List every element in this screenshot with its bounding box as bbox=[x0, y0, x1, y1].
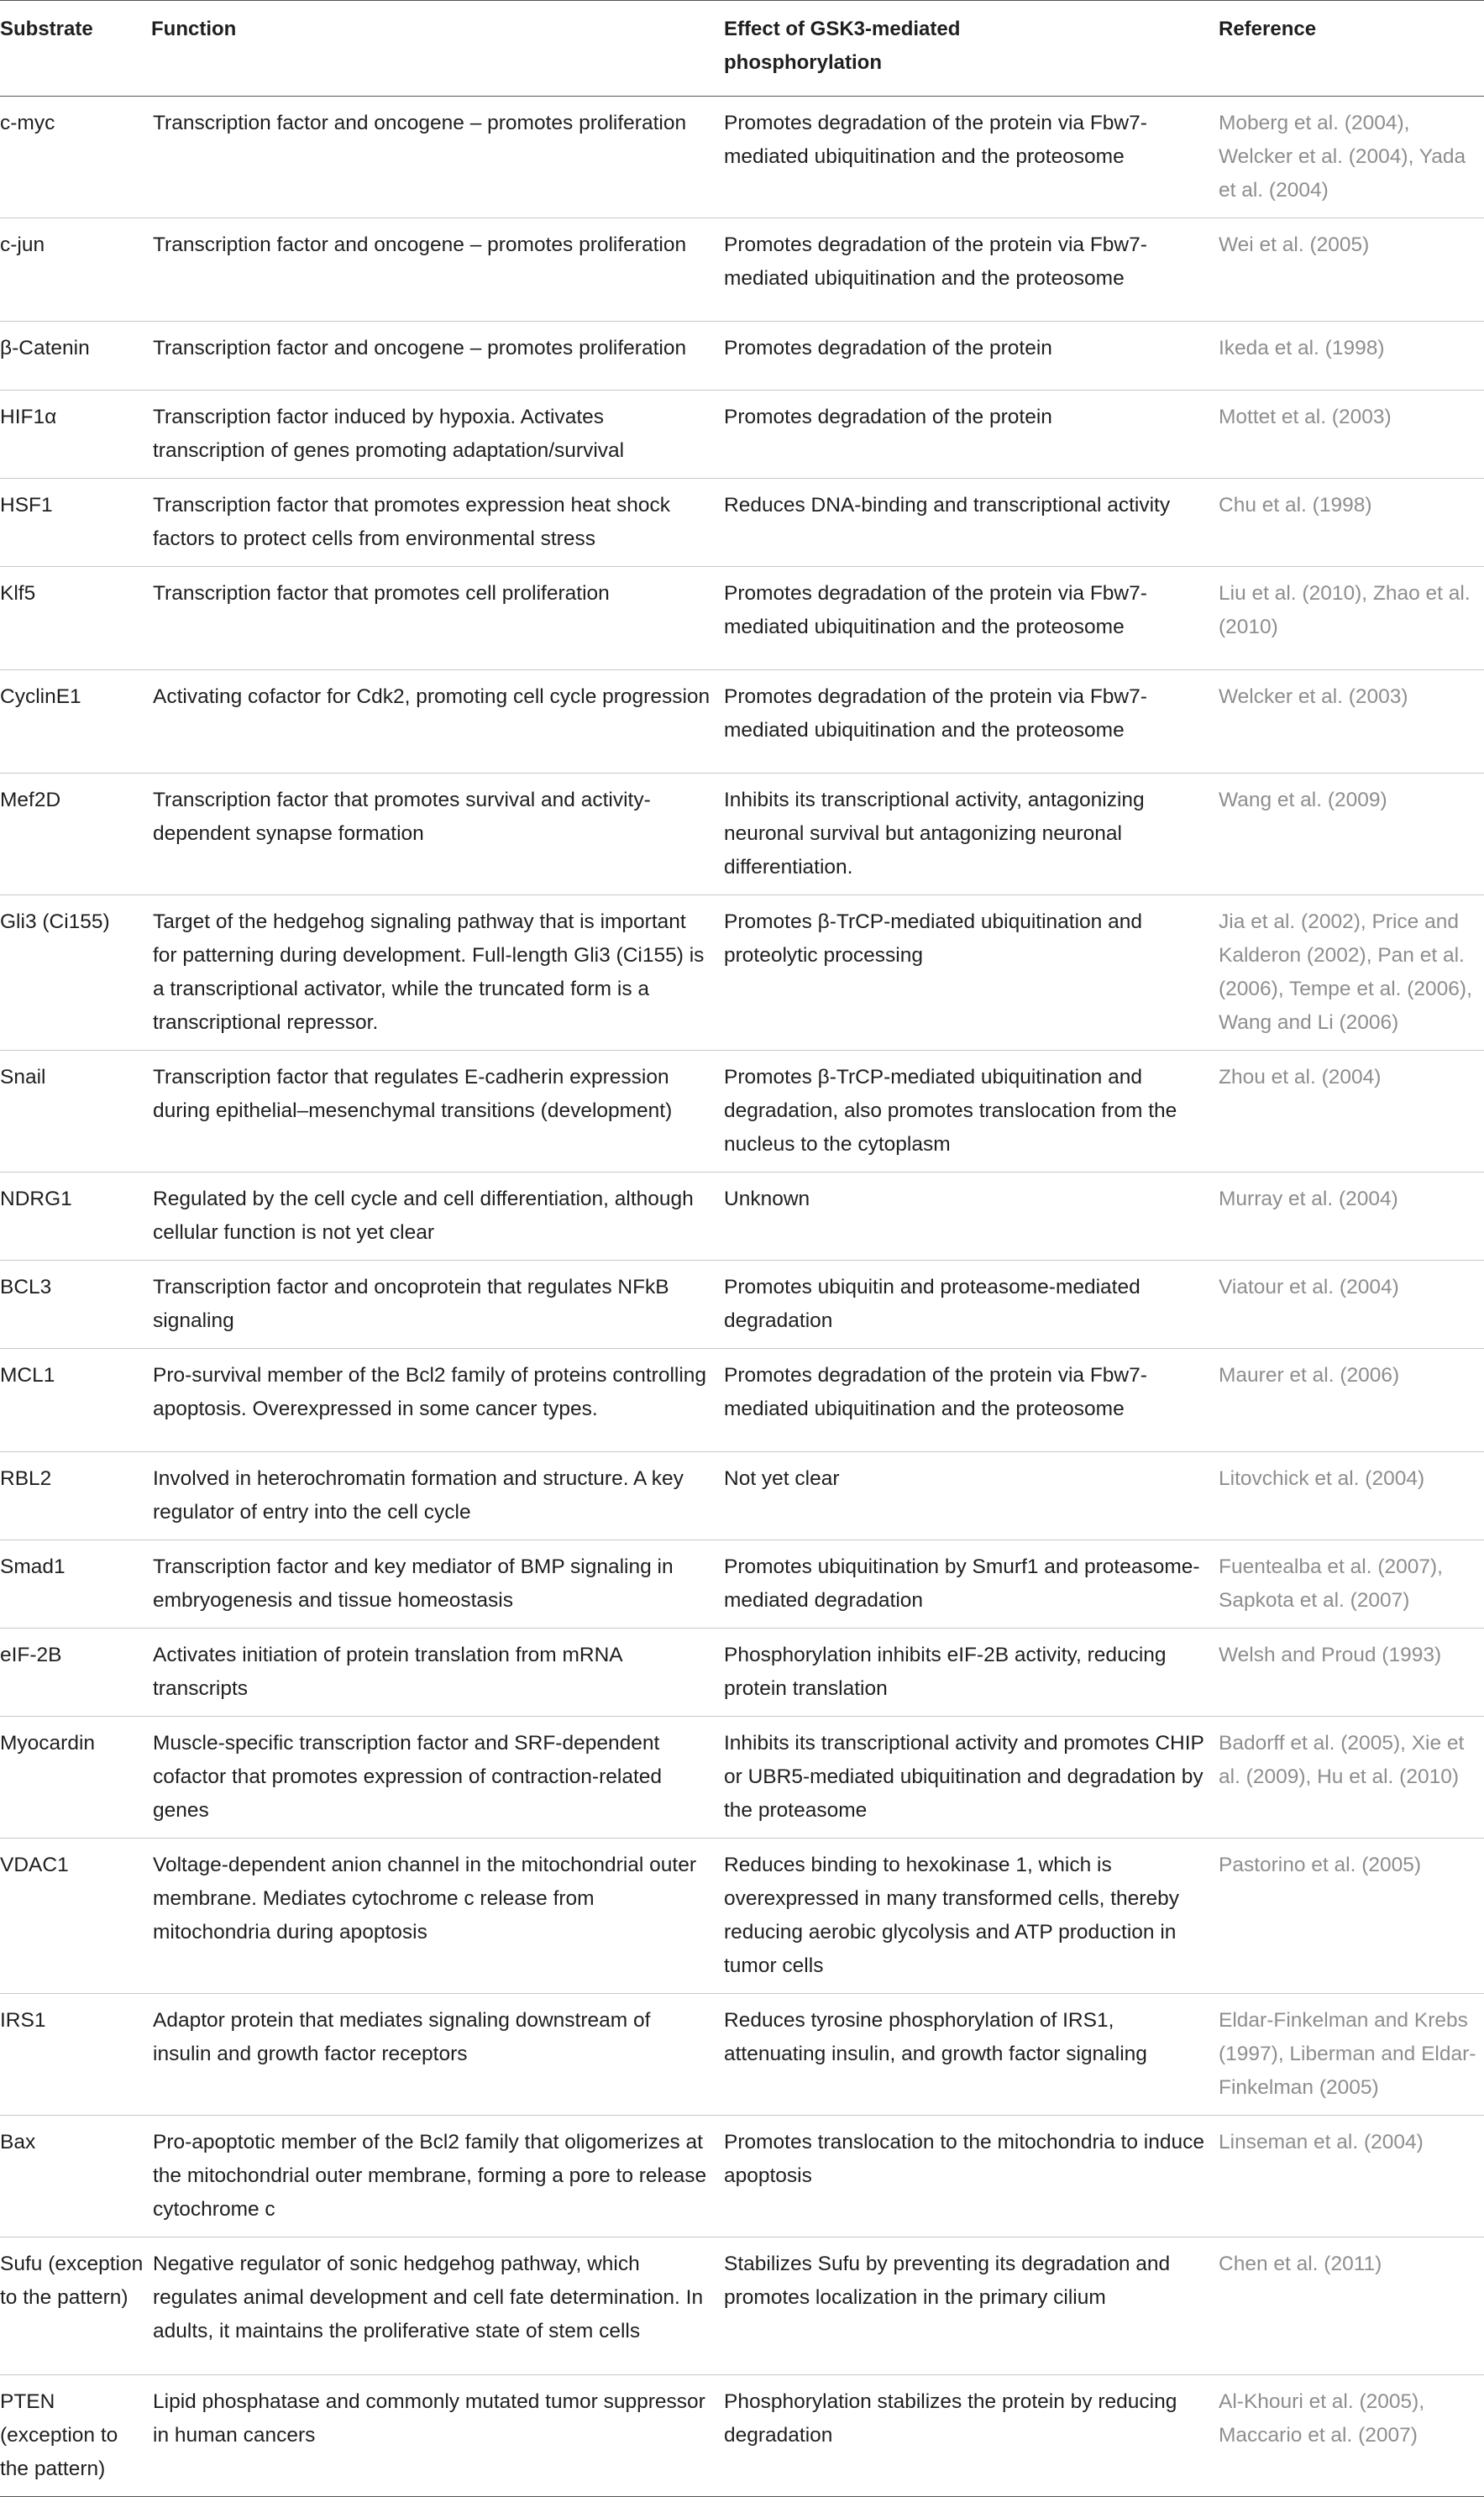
effect-cell-text: Promotes degradation of the protein via Fbw7-mediated ubiquitination and the proteosome bbox=[724, 1364, 1147, 1420]
substrate-cell bbox=[0, 1629, 151, 1717]
effect-cell-text: Promotes degradation of the protein bbox=[724, 337, 1052, 359]
reference-cell-text: Al-Khouri et al. (2005), Maccario et al. (2007) bbox=[1219, 2390, 1425, 2447]
reference-cell bbox=[1219, 1051, 1484, 1172]
function-cell-text: Transcription factor and key mediator of BMP signaling in embryogenesis and tissue homeostasis bbox=[153, 1555, 674, 1612]
function-cell bbox=[151, 670, 724, 774]
function-cell bbox=[151, 895, 724, 1051]
effect-cell-text: Promotes ubiquitination by Smurf1 and proteasome-mediated degradation bbox=[724, 1555, 1200, 1612]
function-cell-text: Voltage-dependent anion channel in the mitochondrial outer membrane. Mediates cytochrome c release from mitochondria during apoptosis bbox=[153, 1854, 697, 1944]
substrate-cell-text: RBL2 bbox=[0, 1467, 52, 1490]
substrate-cell bbox=[0, 218, 151, 322]
substrate-cell-text: Smad1 bbox=[0, 1555, 66, 1578]
table-row bbox=[0, 1051, 1484, 1172]
table-row bbox=[0, 670, 1484, 774]
reference-cell-text: Linseman et al. (2004) bbox=[1219, 2131, 1424, 2153]
reference-cell-text: Welsh and Proud (1993) bbox=[1219, 1644, 1442, 1666]
substrate-cell bbox=[0, 1349, 151, 1452]
substrate-cell bbox=[0, 774, 151, 895]
reference-cell-text: Liu et al. (2010), Zhao et al. (2010) bbox=[1219, 582, 1471, 638]
substrate-cell-text: BCL3 bbox=[0, 1276, 52, 1298]
table-row bbox=[0, 895, 1484, 1051]
effect-cell bbox=[724, 1452, 1219, 1540]
effect-cell bbox=[724, 1839, 1219, 1994]
header-reference: Reference bbox=[1219, 1, 1484, 97]
substrate-cell bbox=[0, 391, 151, 479]
effect-cell-text: Stabilizes Sufu by preventing its degradation and promotes localization in the primary cilium bbox=[724, 2253, 1171, 2309]
substrate-cell bbox=[0, 1994, 151, 2116]
function-cell bbox=[151, 322, 724, 391]
function-cell-text: Transcription factor and oncogene – promotes proliferation bbox=[153, 337, 687, 359]
effect-cell bbox=[724, 670, 1219, 774]
effect-cell-text: Promotes degradation of the protein via Fbw7-mediated ubiquitination and the proteosome bbox=[724, 582, 1147, 638]
substrate-cell bbox=[0, 479, 151, 567]
substrate-cell bbox=[0, 567, 151, 670]
effect-cell-text: Promotes degradation of the protein via Fbw7-mediated ubiquitination and the proteosome bbox=[724, 685, 1147, 742]
effect-cell-text: Promotes degradation of the protein via Fbw7-mediated ubiquitination and the proteosome bbox=[724, 233, 1147, 290]
substrate-cell-text: Sufu (exception to the pattern) bbox=[0, 2253, 144, 2309]
substrate-cell bbox=[0, 1540, 151, 1629]
reference-cell-text: Wei et al. (2005) bbox=[1219, 233, 1370, 256]
function-cell-text: Regulated by the cell cycle and cell differentiation, although cellular function is not yet clear bbox=[153, 1188, 694, 1244]
substrate-cell bbox=[0, 1172, 151, 1261]
reference-cell bbox=[1219, 1261, 1484, 1349]
substrate-cell bbox=[0, 1261, 151, 1349]
function-cell bbox=[151, 1629, 724, 1717]
substrate-cell bbox=[0, 322, 151, 391]
reference-cell bbox=[1219, 322, 1484, 391]
substrate-cell-text: CyclinE1 bbox=[0, 685, 81, 708]
reference-cell-text: Eldar-Finkelman and Krebs (1997), Liberman and Eldar-Finkelman (2005) bbox=[1219, 2009, 1476, 2099]
function-cell-text: Lipid phosphatase and commonly mutated tumor suppressor in human cancers bbox=[153, 2390, 705, 2447]
header-effect bbox=[724, 1, 1219, 97]
substrate-cell bbox=[0, 97, 151, 218]
effect-cell bbox=[724, 1261, 1219, 1349]
substrate-cell-text: PTEN (exception to the pattern) bbox=[0, 2390, 118, 2480]
effect-cell-text: Inhibits its transcriptional activity, antagonizing neuronal survival but antagonizing neuronal differentiation. bbox=[724, 789, 1145, 879]
substrate-cell bbox=[0, 2237, 151, 2375]
reference-cell-text: Badorff et al. (2005), Xie et al. (2009), Hu et al. (2010) bbox=[1219, 1732, 1465, 1788]
table-row bbox=[0, 1452, 1484, 1540]
table-row bbox=[0, 1994, 1484, 2116]
reference-cell-text: Wang et al. (2009) bbox=[1219, 789, 1387, 811]
function-cell-text: Transcription factor and oncogene – promotes proliferation bbox=[153, 112, 687, 134]
function-cell bbox=[151, 774, 724, 895]
function-cell bbox=[151, 2237, 724, 2375]
reference-cell bbox=[1219, 1452, 1484, 1540]
function-cell bbox=[151, 97, 724, 218]
function-cell bbox=[151, 1452, 724, 1540]
function-cell bbox=[151, 1839, 724, 1994]
substrate-cell-text: Gli3 (Ci155) bbox=[0, 910, 110, 933]
function-cell bbox=[151, 391, 724, 479]
reference-cell bbox=[1219, 1172, 1484, 1261]
substrate-cell-text: VDAC1 bbox=[0, 1854, 69, 1876]
substrate-cell-text: β-Catenin bbox=[0, 337, 90, 359]
effect-cell bbox=[724, 391, 1219, 479]
table-row bbox=[0, 1839, 1484, 1994]
substrate-cell-text: NDRG1 bbox=[0, 1188, 72, 1210]
table-row bbox=[0, 391, 1484, 479]
function-cell-text: Transcription factor and oncoprotein that regulates NFkB signaling bbox=[153, 1276, 669, 1332]
reference-cell bbox=[1219, 1839, 1484, 1994]
reference-cell bbox=[1219, 391, 1484, 479]
reference-cell bbox=[1219, 479, 1484, 567]
effect-cell bbox=[724, 895, 1219, 1051]
function-cell-text: Activating cofactor for Cdk2, promoting cell cycle progression bbox=[153, 685, 711, 708]
effect-cell-text: Promotes ubiquitin and proteasome-mediated degradation bbox=[724, 1276, 1141, 1332]
effect-cell-text: Not yet clear bbox=[724, 1467, 840, 1490]
substrate-cell-text: HIF1α bbox=[0, 406, 57, 428]
header-function: Function bbox=[151, 1, 724, 97]
substrate-cell bbox=[0, 1839, 151, 1994]
reference-cell bbox=[1219, 895, 1484, 1051]
reference-cell bbox=[1219, 670, 1484, 774]
reference-cell bbox=[1219, 774, 1484, 895]
substrate-cell-text: HSF1 bbox=[0, 494, 53, 517]
table-row bbox=[0, 2116, 1484, 2237]
function-cell bbox=[151, 1994, 724, 2116]
function-cell bbox=[151, 567, 724, 670]
reference-cell-text: Fuentealba et al. (2007), Sapkota et al. (2007) bbox=[1219, 1555, 1443, 1612]
table-row bbox=[0, 1349, 1484, 1452]
effect-cell bbox=[724, 774, 1219, 895]
effect-cell bbox=[724, 97, 1219, 218]
reference-cell bbox=[1219, 1349, 1484, 1452]
substrate-cell-text: Myocardin bbox=[0, 1732, 96, 1755]
function-cell-text: Target of the hedgehog signaling pathway that is important for patterning during development. Full-length Gli3 (Ci155) is a transcriptional activator, while the truncated form is a transcriptional repressor. bbox=[153, 910, 705, 1034]
substrate-cell-text: Mef2D bbox=[0, 789, 61, 811]
function-cell-text: Muscle-specific transcription factor and SRF-dependent cofactor that promotes expression of contraction-related genes bbox=[153, 1732, 663, 1822]
function-cell-text: Transcription factor that regulates E-cadherin expression during epithelial–mesenchymal transitions (development) bbox=[153, 1066, 673, 1122]
effect-cell bbox=[724, 567, 1219, 670]
reference-cell bbox=[1219, 2237, 1484, 2375]
effect-cell bbox=[724, 1540, 1219, 1629]
table-row bbox=[0, 1172, 1484, 1261]
table-row bbox=[0, 322, 1484, 391]
reference-cell-text: Viatour et al. (2004) bbox=[1219, 1276, 1399, 1298]
table-row bbox=[0, 1261, 1484, 1349]
function-cell-text: Activates initiation of protein translation from mRNA transcripts bbox=[153, 1644, 622, 1700]
table-row bbox=[0, 1717, 1484, 1839]
function-cell bbox=[151, 1172, 724, 1261]
effect-cell bbox=[724, 1717, 1219, 1839]
function-cell-text: Transcription factor that promotes survival and activity-dependent synapse formation bbox=[153, 789, 651, 845]
substrate-cell bbox=[0, 1717, 151, 1839]
substrate-cell-text: IRS1 bbox=[0, 2009, 46, 2032]
effect-cell-text: Phosphorylation stabilizes the protein by reducing degradation bbox=[724, 2390, 1177, 2447]
table-row bbox=[0, 567, 1484, 670]
effect-cell bbox=[724, 1051, 1219, 1172]
substrate-cell-text: c-jun bbox=[0, 233, 45, 256]
reference-cell-text: Jia et al. (2002), Price and Kalderon (2002), Pan et al. (2006), Tempe et al. (2006), Wang and Li (2006) bbox=[1219, 910, 1472, 1034]
reference-cell bbox=[1219, 2116, 1484, 2237]
function-cell-text: Transcription factor that promotes expression heat shock factors to protect cells from environmental stress bbox=[153, 494, 670, 550]
effect-cell-text: Promotes degradation of the protein bbox=[724, 406, 1052, 428]
function-cell-text: Transcription factor that promotes cell proliferation bbox=[153, 582, 610, 605]
effect-cell-text: Promotes β-TrCP-mediated ubiquitination and proteolytic processing bbox=[724, 910, 1142, 967]
reference-cell-text: Moberg et al. (2004), Welcker et al. (2004), Yada et al. (2004) bbox=[1219, 112, 1466, 202]
effect-cell bbox=[724, 479, 1219, 567]
effect-cell-text: Reduces tyrosine phosphorylation of IRS1, attenuating insulin, and growth factor signaling bbox=[724, 2009, 1147, 2065]
table-row bbox=[0, 2237, 1484, 2375]
reference-cell-text: Pastorino et al. (2005) bbox=[1219, 1854, 1422, 1876]
effect-cell-text: Phosphorylation inhibits eIF-2B activity, reducing protein translation bbox=[724, 1644, 1167, 1700]
effect-cell-text: Unknown bbox=[724, 1188, 810, 1210]
function-cell bbox=[151, 1717, 724, 1839]
reference-cell bbox=[1219, 567, 1484, 670]
function-cell-text: Negative regulator of sonic hedgehog pathway, which regulates animal development and cell fate determination. In adults, it maintains the proliferative state of stem cells bbox=[153, 2253, 704, 2342]
substrate-cell bbox=[0, 1452, 151, 1540]
function-cell-text: Pro-survival member of the Bcl2 family of proteins controlling apoptosis. Overexpressed in some cancer types. bbox=[153, 1364, 707, 1420]
effect-cell bbox=[724, 1349, 1219, 1452]
substrate-cell bbox=[0, 1051, 151, 1172]
function-cell bbox=[151, 1540, 724, 1629]
function-cell bbox=[151, 2116, 724, 2237]
function-cell bbox=[151, 218, 724, 322]
reference-cell-text: Mottet et al. (2003) bbox=[1219, 406, 1392, 428]
table-row bbox=[0, 218, 1484, 322]
substrate-cell bbox=[0, 2116, 151, 2237]
effect-cell bbox=[724, 1172, 1219, 1261]
substrate-cell bbox=[0, 895, 151, 1051]
table-row bbox=[0, 479, 1484, 567]
reference-cell bbox=[1219, 1717, 1484, 1839]
reference-cell bbox=[1219, 2375, 1484, 2497]
substrate-cell-text: eIF-2B bbox=[0, 1644, 62, 1666]
table-header-row bbox=[0, 1, 1484, 97]
reference-cell bbox=[1219, 1540, 1484, 1629]
effect-cell bbox=[724, 322, 1219, 391]
substrate-cell-text: c-myc bbox=[0, 112, 55, 134]
effect-cell-text: Promotes β-TrCP-mediated ubiquitination and degradation, also promotes translocation from the nucleus to the cytoplasm bbox=[724, 1066, 1177, 1156]
reference-cell-text: Murray et al. (2004) bbox=[1219, 1188, 1398, 1210]
function-cell bbox=[151, 479, 724, 567]
function-cell-text: Pro-apoptotic member of the Bcl2 family that oligomerizes at the mitochondrial outer membrane, forming a pore to release cytochrome c bbox=[153, 2131, 707, 2221]
reference-cell-text: Ikeda et al. (1998) bbox=[1219, 337, 1385, 359]
header-substrate: Substrate bbox=[0, 1, 151, 97]
table-row bbox=[0, 97, 1484, 218]
reference-cell-text: Litovchick et al. (2004) bbox=[1219, 1467, 1425, 1490]
function-cell bbox=[151, 1261, 724, 1349]
reference-cell bbox=[1219, 1629, 1484, 1717]
effect-cell bbox=[724, 2116, 1219, 2237]
function-cell bbox=[151, 2375, 724, 2497]
substrate-cell-text: MCL1 bbox=[0, 1364, 55, 1387]
substrate-cell bbox=[0, 670, 151, 774]
effect-cell bbox=[724, 2237, 1219, 2375]
substrate-cell-text: Klf5 bbox=[0, 582, 36, 605]
table-row bbox=[0, 2375, 1484, 2497]
table-row bbox=[0, 1540, 1484, 1629]
substrate-cell-text: Snail bbox=[0, 1066, 46, 1089]
reference-cell-text: Welcker et al. (2003) bbox=[1219, 685, 1408, 708]
substrate-cell-text: Bax bbox=[0, 2131, 36, 2153]
effect-cell-text: Promotes degradation of the protein via Fbw7-mediated ubiquitination and the proteosome bbox=[724, 112, 1147, 168]
reference-cell-text: Maurer et al. (2006) bbox=[1219, 1364, 1400, 1387]
reference-cell bbox=[1219, 97, 1484, 218]
function-cell-text: Transcription factor induced by hypoxia. Activates transcription of genes promoting adaptation/survival bbox=[153, 406, 625, 462]
table-row bbox=[0, 1629, 1484, 1717]
effect-cell bbox=[724, 1629, 1219, 1717]
function-cell bbox=[151, 1349, 724, 1452]
effect-cell bbox=[724, 1994, 1219, 2116]
function-cell bbox=[151, 1051, 724, 1172]
effect-cell-text: Promotes translocation to the mitochondria to induce apoptosis bbox=[724, 2131, 1204, 2187]
effect-cell bbox=[724, 218, 1219, 322]
effect-cell-text: Inhibits its transcriptional activity and promotes CHIP or UBR5-mediated ubiquitination and degradation by the proteasome bbox=[724, 1732, 1204, 1822]
effect-cell bbox=[724, 2375, 1219, 2497]
header-effect-line1: Effect of GSK3-mediated bbox=[724, 18, 961, 40]
reference-cell-text: Chu et al. (1998) bbox=[1219, 494, 1372, 517]
reference-cell bbox=[1219, 1994, 1484, 2116]
reference-cell bbox=[1219, 218, 1484, 322]
header-effect-line2: phosphorylation bbox=[724, 51, 882, 74]
table-row bbox=[0, 774, 1484, 895]
function-cell-text: Transcription factor and oncogene – promotes proliferation bbox=[153, 233, 687, 256]
function-cell-text: Involved in heterochromatin formation and structure. A key regulator of entry into the cell cycle bbox=[153, 1467, 684, 1524]
reference-cell-text: Chen et al. (2011) bbox=[1219, 2253, 1382, 2275]
reference-cell-text: Zhou et al. (2004) bbox=[1219, 1066, 1382, 1089]
function-cell-text: Adaptor protein that mediates signaling downstream of insulin and growth factor receptors bbox=[153, 2009, 651, 2065]
substrate-cell bbox=[0, 2375, 151, 2497]
effect-cell-text: Reduces binding to hexokinase 1, which is overexpressed in many transformed cells, thereby reducing aerobic glycolysis and ATP production in tumor cells bbox=[724, 1854, 1179, 1977]
effect-cell-text: Reduces DNA-binding and transcriptional activity bbox=[724, 494, 1171, 517]
